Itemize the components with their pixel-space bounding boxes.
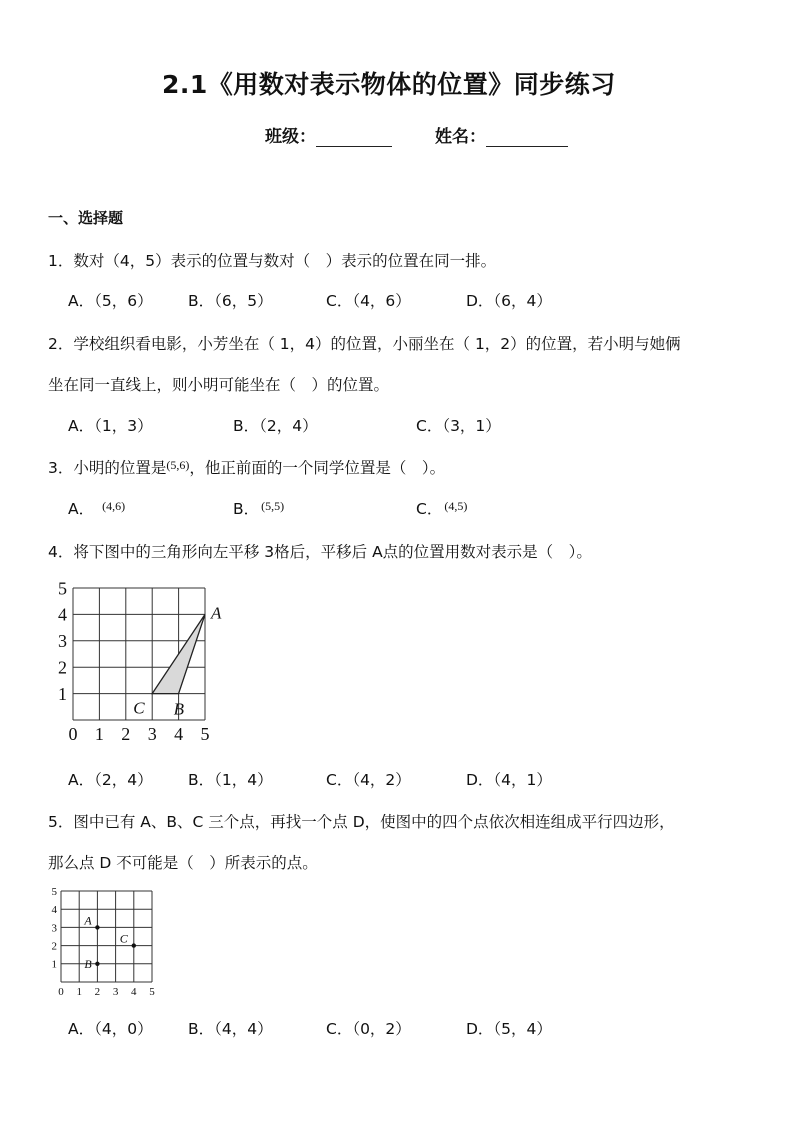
q2-option-c[interactable]: C．（3，1）: [416, 417, 501, 435]
x-tick-label: 0: [58, 986, 64, 998]
q3-option-c-pair: (4,5): [444, 499, 468, 513]
q5-option-b[interactable]: B．（4，4）: [188, 1020, 273, 1038]
name-blank[interactable]: [486, 128, 568, 147]
point-dot-b: [95, 962, 99, 966]
q1-option-b[interactable]: B．（6，5）: [188, 292, 273, 310]
x-tick-label: 3: [147, 724, 157, 744]
q4-option-b[interactable]: B．（1，4）: [188, 771, 273, 789]
x-tick-label: 4: [174, 724, 184, 744]
point-label-c: C: [119, 931, 128, 946]
q2-option-b[interactable]: B．（2，4）: [233, 417, 318, 435]
x-tick-label: 5: [200, 724, 210, 744]
class-field: [265, 122, 392, 147]
point-dot-c: [132, 943, 136, 947]
q3-pair: (5,6): [166, 458, 190, 472]
point-label-a: A: [211, 603, 222, 623]
x-tick-label: 1: [76, 986, 82, 998]
y-tick-label: 5: [58, 578, 67, 599]
point-dot-a: [95, 925, 99, 929]
y-tick-label: 1: [58, 683, 67, 704]
q3-option-a-letter: A．: [68, 500, 95, 518]
y-tick-label: 3: [51, 922, 57, 935]
figure-2-grid: [44, 882, 169, 1002]
question-4: 4．将下图中的三角形向左平移 3格后，平移后 A点的位置用数对表示是（ ）。: [48, 543, 592, 561]
q4-option-d[interactable]: D．（4，1）: [466, 771, 552, 789]
name-label: 姓名：: [435, 127, 486, 147]
q4-option-c[interactable]: C．（4，2）: [326, 771, 411, 789]
class-label: 班级：: [265, 127, 316, 147]
question-3: [48, 456, 445, 478]
point-label-c: C: [133, 698, 145, 718]
question-5-line-2: 那么点 D 不可能是（ ）所表示的点。: [48, 854, 318, 872]
x-tick-label: 1: [94, 724, 104, 744]
x-tick-label: 4: [131, 986, 137, 998]
point-label-b: B: [173, 699, 184, 719]
q3-option-a-pair: (4,6): [102, 499, 126, 513]
q3-option-c[interactable]: [416, 497, 467, 519]
y-tick-label: 4: [58, 604, 67, 625]
q3-text-post: ，他正前面的一个同学位置是（ ）。: [189, 459, 446, 477]
class-blank[interactable]: [316, 128, 392, 147]
q3-option-b[interactable]: [233, 497, 284, 519]
q3-option-a[interactable]: [68, 497, 125, 519]
q3-option-b-letter: B．: [233, 500, 260, 518]
x-tick-label: 3: [112, 986, 119, 998]
y-tick-label: 1: [51, 958, 57, 971]
q5-option-d[interactable]: D．（5，4）: [466, 1020, 552, 1038]
question-5-line-1: 5．图中已有 A、B、C 三个点，再找一个点 D，使图中的四个点依次相连组成平行四边形，: [48, 813, 675, 831]
y-tick-label: 3: [58, 631, 67, 652]
y-tick-label: 5: [51, 885, 57, 898]
y-tick-label: 2: [51, 940, 57, 953]
q1-option-c[interactable]: C．（4，6）: [326, 292, 411, 310]
figure-1-grid: [50, 576, 240, 746]
question-2-line-2: 坐在同一直线上，则小明可能坐在（ ）的位置。: [48, 376, 390, 394]
name-field: [435, 122, 568, 147]
q3-option-c-letter: C．: [416, 500, 443, 518]
x-tick-label: 2: [121, 724, 131, 744]
page-title: 2.1《用数对表示物体的位置》同步练习: [162, 70, 616, 99]
point-label-b: B: [84, 956, 92, 971]
q1-option-d[interactable]: D．（6，4）: [466, 292, 552, 310]
q5-option-c[interactable]: C．（0，2）: [326, 1020, 411, 1038]
question-2-line-1: 2．学校组织看电影，小芳坐在（ 1，4）的位置，小丽坐在（ 1，2）的位置，若小明与她俩: [48, 335, 681, 353]
q5-option-a[interactable]: A．（4，0）: [68, 1020, 153, 1038]
q3-option-b-pair: (5,5): [261, 499, 285, 513]
question-1: 1．数对（4，5）表示的位置与数对（ ）表示的位置在同一排。: [48, 252, 497, 270]
point-label-a: A: [84, 913, 92, 928]
q3-text-pre: 3．小明的位置是: [48, 459, 167, 477]
q1-option-a[interactable]: A．（5，6）: [68, 292, 153, 310]
x-tick-label: 0: [68, 724, 78, 744]
x-tick-label: 5: [149, 986, 155, 998]
y-tick-label: 2: [58, 657, 67, 678]
x-tick-label: 2: [94, 986, 101, 998]
section-title: 一、选择题: [48, 209, 124, 227]
y-tick-label: 4: [51, 904, 57, 917]
q4-option-a[interactable]: A．（2，4）: [68, 771, 153, 789]
q2-option-a[interactable]: A．（1，3）: [68, 417, 153, 435]
